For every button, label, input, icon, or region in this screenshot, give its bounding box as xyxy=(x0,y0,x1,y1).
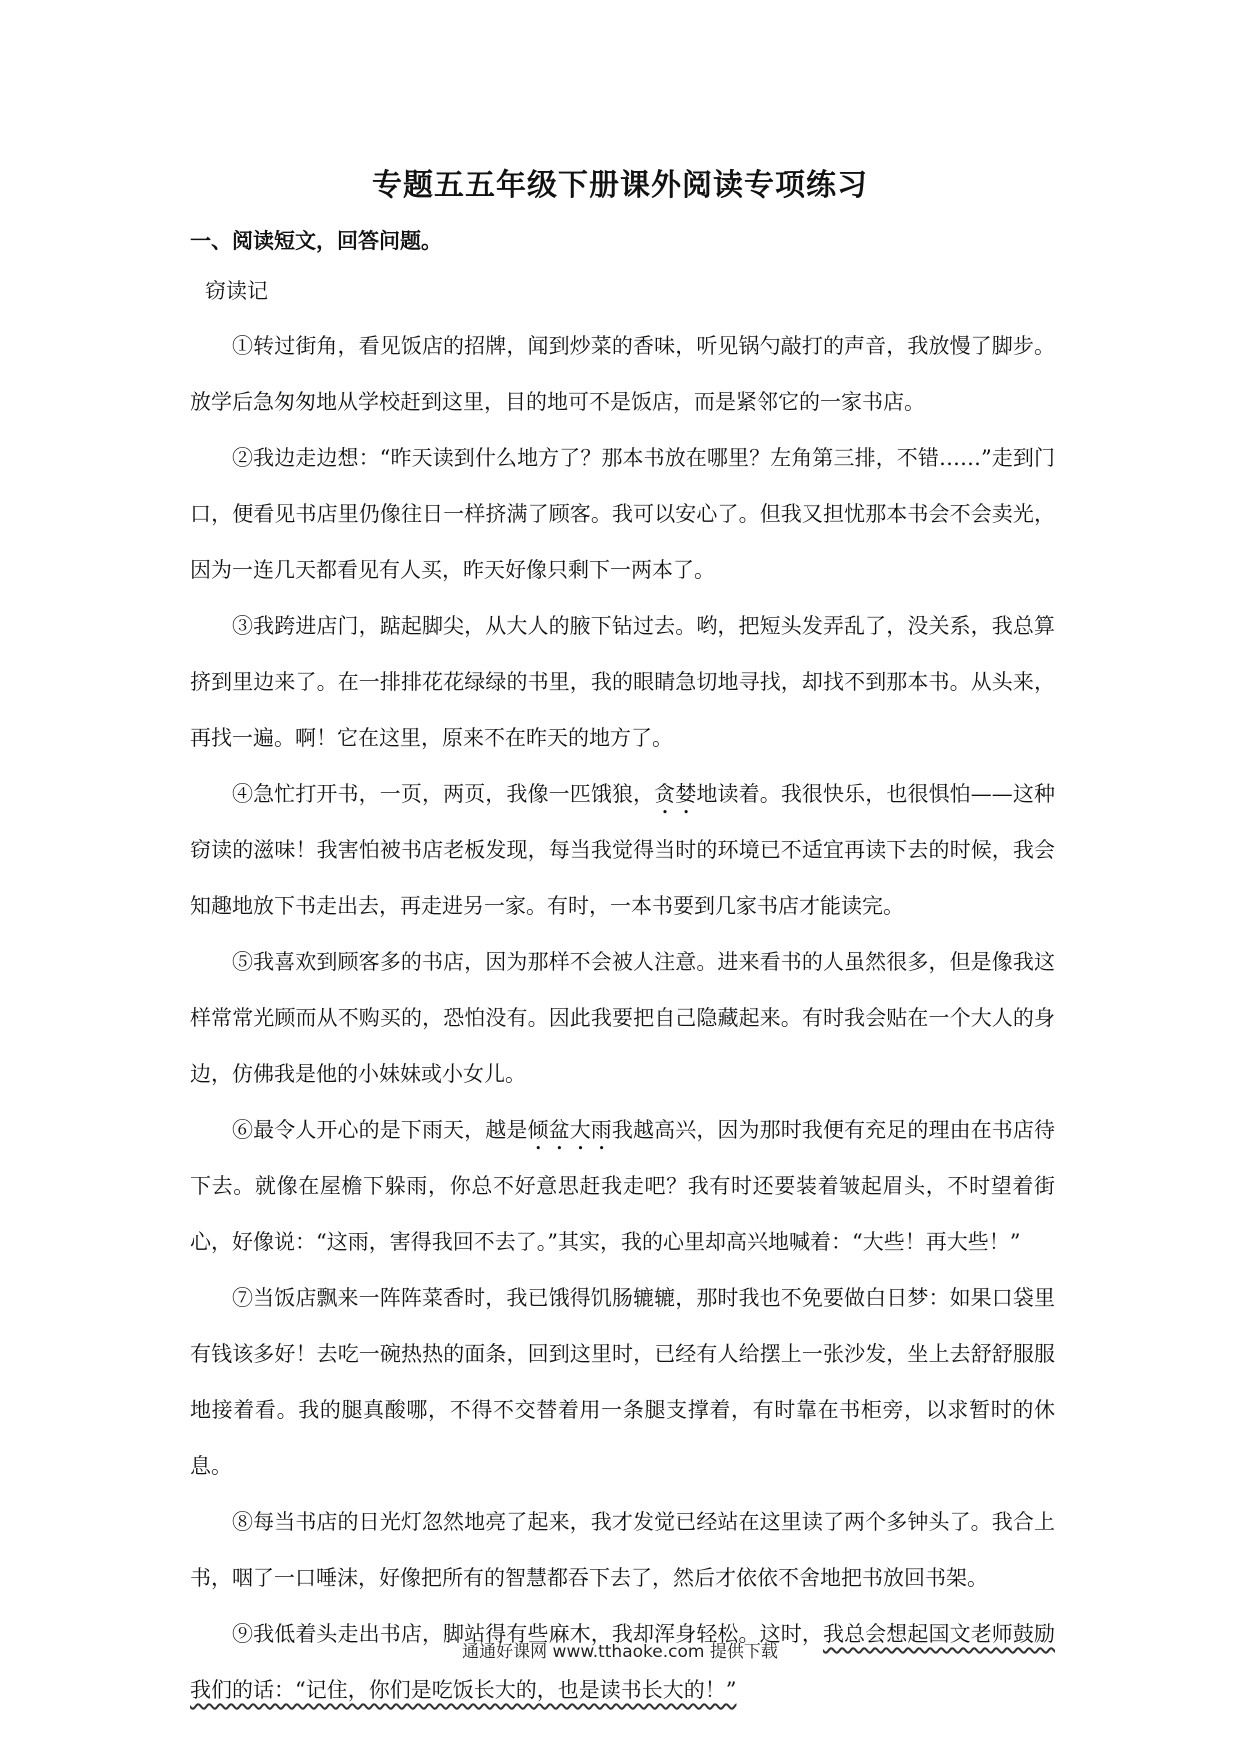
paragraph-4-text-b: 地读着。我很快乐，也很惧怕——这种窃读的滋味！我害怕被书店老板发现，每当我觉得当时的环境已不适宜再读下去的时候，我会知趣地放下书走出去，再走进另一家。有时，一本书要到几家书店才能读完。 xyxy=(190,782,1056,918)
emphasized-word-tanlan: 贪婪 xyxy=(654,782,697,806)
emphasized-phrase-qingpendayu: 倾盆大雨 xyxy=(527,1118,612,1142)
wavy-underlined-sentence: 我总会想起国文老师鼓励我们的话：“记住，你们是吃饭长大的，也是读书长大的！” xyxy=(190,1622,1056,1702)
paragraph-4-text-a: ④急忙打开书，一页，两页，我像一匹饿狼， xyxy=(232,782,655,806)
passage-body xyxy=(190,318,1055,1718)
paragraph-1: ①转过街角，看见饭店的招牌，闻到炒菜的香味，听见锅勺敲打的声音，我放慢了脚步。放学后急匆匆地从学校赶到这里，目的地可不是饭店，而是紧邻它的一家书店。 xyxy=(190,334,1055,414)
footer-credit: 通通好课网 www.tthaoke.com 提供下载 xyxy=(462,1642,778,1662)
paragraph-8: ⑧每当书店的日光灯忽然地亮了起来，我才发觉已经站在这里读了两个多钟头了。我合上书，咽了一口唾沫，好像把所有的智慧都吞下去了，然后才依依不舍地把书放回书架。 xyxy=(190,1510,1055,1590)
section-heading: 一、阅读短文，回答问题。 xyxy=(190,229,442,253)
paragraph-9-text-a: ⑨我低着头走出书店，脚站得有些麻木，我却浑身轻松。这时， xyxy=(232,1622,823,1646)
paragraph-7: ⑦当饭店飘来一阵阵菜香时，我已饿得饥肠辘辘，那时我也不免要做白日梦：如果口袋里有钱该多好！去吃一碗热热的面条，回到这里时，已经有人给摆上一张沙发，坐上去舒舒服服地接着看。我的腿真酸哪，不得不交替着用一条腿支撑着，有时靠在书柜旁，以求暂时的休息。 xyxy=(190,1286,1055,1478)
paragraph-6-text-a: ⑥最令人开心的是下雨天，越是 xyxy=(232,1118,528,1142)
paragraph-5: ⑤我喜欢到顾客多的书店，因为那样不会被人注意。进来看书的人虽然很多，但是像我这样常常光顾而从不购买的，恐怕没有。因此我要把自己隐藏起来。有时我会贴在一个大人的身边，仿佛我是他的小妹妹或小女儿。 xyxy=(190,950,1055,1086)
paragraph-6 xyxy=(190,1102,1055,1270)
paragraph-2: ②我边走边想：“昨天读到什么地方了？那本书放在哪里？左角第三排，不错……”走到门口，便看见书店里仍像往日一样挤满了顾客。我可以安心了。但我又担忧那本书会不会卖光，因为一连几天都看见有人买，昨天好像只剩下一两本了。 xyxy=(190,446,1055,582)
paragraph-9 xyxy=(190,1606,1055,1718)
paragraph-4 xyxy=(190,766,1055,934)
document-title: 专题五五年级下册课外阅读专项练习 xyxy=(372,168,868,203)
paragraph-6-text-b: 我越高兴，因为那时我便有充足的理由在书店待下去。就像在屋檐下躲雨，你总不好意思赶我走吧？我有时还要装着皱起眉头，不时望着街心，好像说：“这雨，害得我回不去了。”其实，我的心里却高兴地喊着：“大些！再大些！” xyxy=(190,1118,1056,1254)
passage-title: 窃读记 xyxy=(205,279,268,303)
paragraph-3: ③我跨进店门，踮起脚尖，从大人的腋下钻过去。哟，把短头发弄乱了，没关系，我总算挤到里边来了。在一排排花花绿绿的书里，我的眼睛急切地寻找，却找不到那本书。从头来，再找一遍。啊！它在这里，原来不在昨天的地方了。 xyxy=(190,614,1055,750)
